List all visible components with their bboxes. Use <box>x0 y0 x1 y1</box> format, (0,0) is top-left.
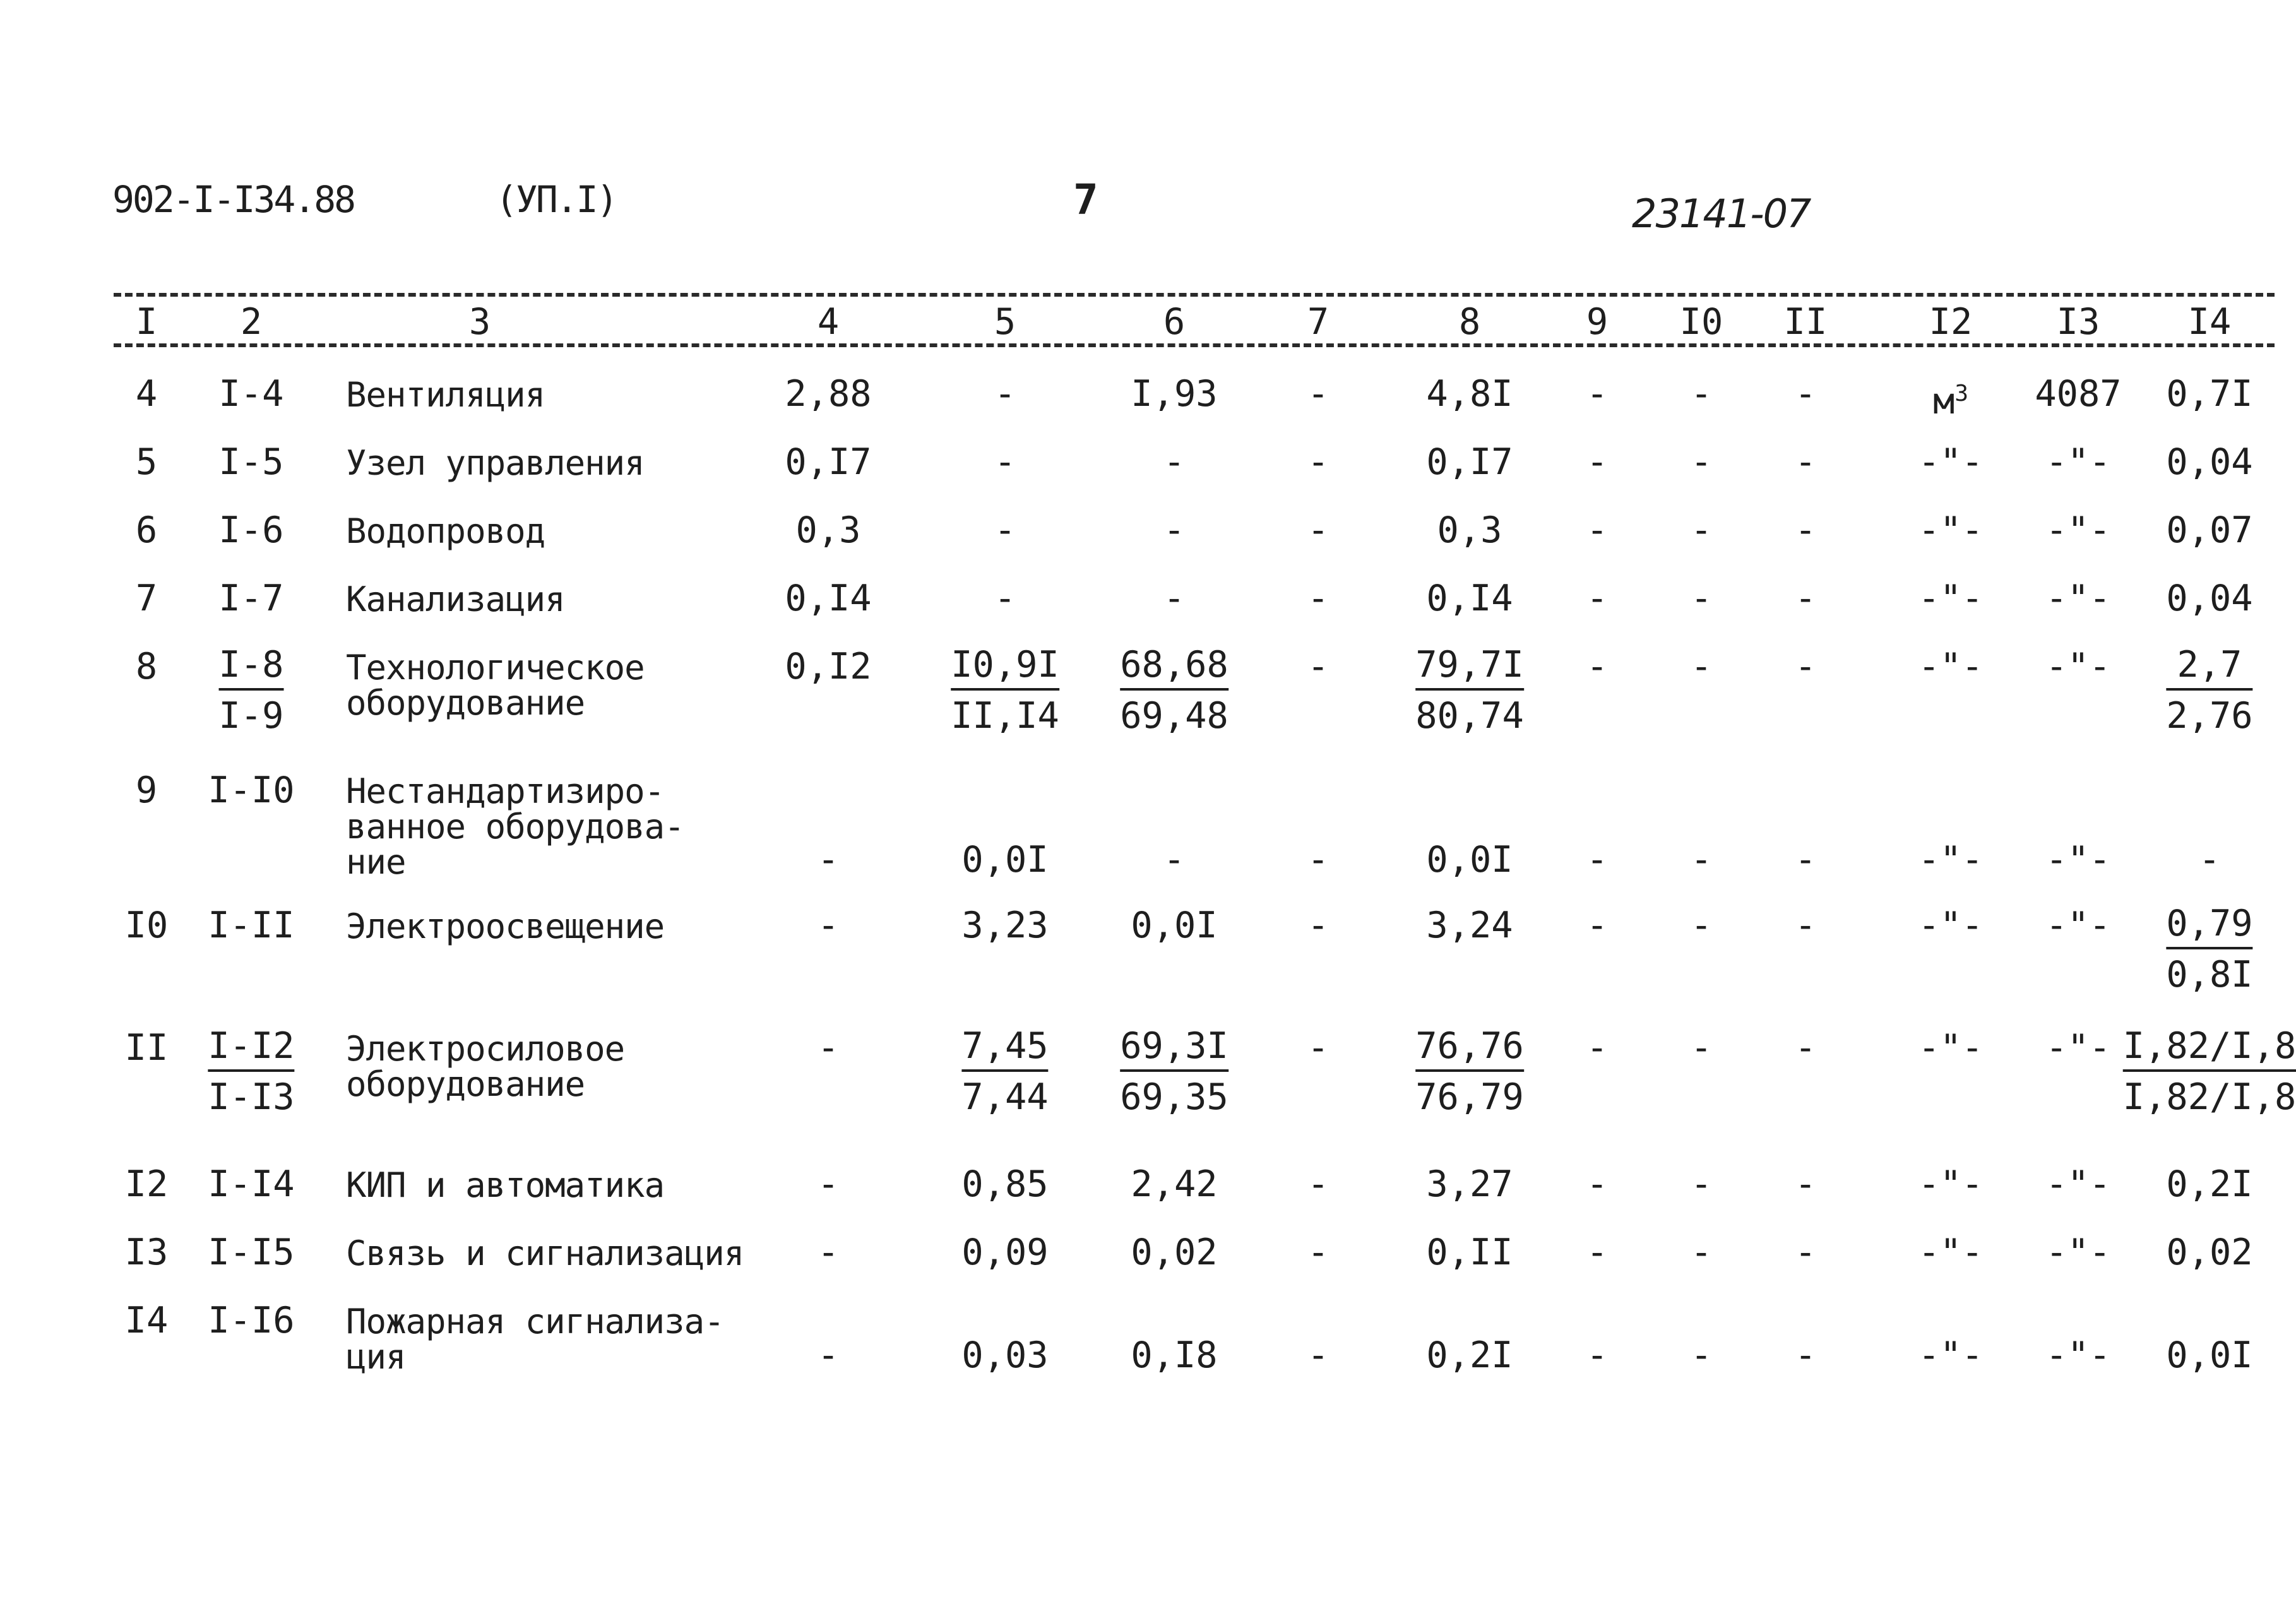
cell-col-8: 0,I7 <box>1426 441 1513 483</box>
cell-col-13: -"- <box>2045 1163 2111 1205</box>
cell-col-5 <box>961 1023 1048 1122</box>
cell-col-13: -"- <box>2045 1027 2111 1069</box>
cell-col-8: 0,I4 <box>1426 578 1513 619</box>
row-code-denominator: I-I3 <box>208 1076 295 1118</box>
cell-col-11: - <box>1794 1163 1817 1205</box>
row-name <box>346 771 684 882</box>
cell-col-6-numerator: 69,3I <box>1120 1023 1228 1072</box>
column-header-7: 7 <box>1307 301 1329 343</box>
cell-col-11: - <box>1794 1027 1817 1069</box>
row-code: I-I4 <box>208 1163 295 1205</box>
cell-col-7: - <box>1307 1163 1329 1205</box>
cell-col-9: - <box>1586 1334 1609 1376</box>
cell-col-6: I,93 <box>1131 373 1218 415</box>
cell-col-6-denominator: 69,35 <box>1120 1076 1228 1118</box>
cell-col-5: - <box>994 441 1016 483</box>
cell-col-7: - <box>1307 839 1329 881</box>
cell-col-4: 2,88 <box>785 373 872 415</box>
cell-col-12: -"- <box>1918 1232 1984 1273</box>
cell-col-6 <box>1120 1023 1228 1122</box>
cell-col-5: 0,09 <box>961 1232 1049 1273</box>
cell-col-12: -"- <box>1918 1027 1984 1069</box>
cell-col-11: - <box>1794 839 1817 881</box>
row-code: I-II <box>208 905 295 946</box>
column-header-8: 8 <box>1458 301 1481 343</box>
column-header-10: I0 <box>1679 301 1723 343</box>
row-name-line: оборудование <box>346 1064 585 1104</box>
column-header-4: 4 <box>817 301 840 343</box>
cell-col-10: - <box>1690 646 1713 687</box>
cell-col-9: - <box>1586 373 1609 415</box>
cell-col-4: - <box>817 1232 840 1273</box>
cell-col-14: 0,07 <box>2166 509 2253 551</box>
row-code: I-I5 <box>208 1232 295 1273</box>
cell-col-10: - <box>1690 1027 1713 1069</box>
cell-col-12: -"- <box>1918 578 1984 619</box>
row-code-numerator: I-8 <box>219 641 284 691</box>
cell-col-8: 0,II <box>1426 1232 1513 1273</box>
cell-col-5-denominator: II,I4 <box>951 695 1059 737</box>
row-name-line: Пожарная сигнализа- <box>346 1302 724 1341</box>
unit-label: м <box>1932 381 1955 422</box>
cell-col-12: -"- <box>1918 646 1984 687</box>
row-name <box>346 443 645 483</box>
row-name-line: ние <box>346 842 406 882</box>
cell-col-11: - <box>1794 905 1817 946</box>
cell-col-7: - <box>1307 1027 1329 1069</box>
cell-col-14 <box>2166 641 2252 741</box>
cell-col-6 <box>1120 641 1228 741</box>
row-number: 4 <box>135 373 158 415</box>
cell-col-14 <box>2166 900 2252 1000</box>
row-name-line: ванное оборудова- <box>346 807 684 847</box>
cell-col-5 <box>951 641 1059 741</box>
cell-col-8: 4,8I <box>1426 373 1513 415</box>
cell-col-9: - <box>1586 839 1609 881</box>
cell-col-4: 0,I4 <box>785 578 872 619</box>
cell-col-14: 0,04 <box>2166 578 2253 619</box>
cell-col-14-numerator: 2,7 <box>2166 641 2252 691</box>
cell-col-13: -"- <box>2045 646 2111 687</box>
row-name-line: Связь и сигнализация <box>346 1233 744 1273</box>
cell-col-14-numerator: I,82/I,8 <box>2123 1023 2296 1072</box>
cell-col-7: - <box>1307 905 1329 946</box>
column-header-1: I <box>135 301 158 343</box>
row-name-line: Канализация <box>346 579 565 619</box>
cell-col-11: - <box>1794 646 1817 687</box>
cell-col-5: 3,23 <box>961 905 1049 946</box>
cell-col-8: 0,0I <box>1426 839 1513 881</box>
cell-col-12: -"- <box>1918 1334 1984 1376</box>
row-name-line: Водопровод <box>346 511 545 551</box>
row-number: 8 <box>135 646 158 687</box>
row-code: I-I0 <box>208 769 295 811</box>
cell-col-4: - <box>817 839 840 881</box>
cell-col-8-denominator: 76,79 <box>1415 1076 1524 1118</box>
cell-col-10: - <box>1690 373 1713 415</box>
row-name <box>346 1165 665 1205</box>
page-number: 7 <box>1073 175 1098 224</box>
cell-col-7: - <box>1307 1232 1329 1273</box>
cell-col-8 <box>1415 1023 1524 1122</box>
row-name <box>346 579 565 619</box>
cell-col-12: -"- <box>1918 509 1984 551</box>
cell-col-12: -"- <box>1918 905 1984 946</box>
row-number: 7 <box>135 578 158 619</box>
cell-col-8: 0,3 <box>1437 509 1502 551</box>
cell-col-6: 0,02 <box>1131 1232 1218 1273</box>
cell-col-6: - <box>1163 441 1186 483</box>
column-header-5: 5 <box>994 301 1016 343</box>
cell-col-12: -"- <box>1918 1163 1984 1205</box>
cell-col-8-numerator: 76,76 <box>1415 1023 1524 1072</box>
row-code <box>208 1023 294 1122</box>
cell-col-5-denominator: 7,44 <box>961 1076 1049 1118</box>
cell-col-14: 0,7I <box>2166 373 2253 415</box>
cell-col-11: - <box>1794 509 1817 551</box>
cell-col-6: - <box>1163 839 1186 881</box>
row-name-line: Узел управления <box>346 443 645 483</box>
cell-col-10: - <box>1690 441 1713 483</box>
cell-col-13: -"- <box>2045 509 2111 551</box>
cell-col-5: 0,03 <box>961 1334 1049 1376</box>
row-number: I4 <box>124 1300 169 1341</box>
document-code: 902-I-I34.88 <box>112 178 355 221</box>
cell-col-9: - <box>1586 1232 1609 1273</box>
cell-col-5-numerator: 7,45 <box>961 1023 1048 1072</box>
cell-col-14: 0,04 <box>2166 441 2253 483</box>
cell-col-10: - <box>1690 1163 1713 1205</box>
cell-col-14-denominator: 0,8I <box>2166 954 2253 995</box>
row-number: I0 <box>124 905 169 946</box>
cell-col-13: -"- <box>2045 905 2111 946</box>
row-code: I-I6 <box>208 1300 295 1341</box>
cell-col-11: - <box>1794 441 1817 483</box>
cell-col-4: - <box>817 1163 840 1205</box>
cell-col-5: 0,0I <box>961 839 1049 881</box>
cell-col-4: 0,3 <box>795 509 861 551</box>
row-code: I-7 <box>218 578 284 619</box>
cell-col-4: 0,I2 <box>785 646 872 687</box>
row-name <box>346 377 545 413</box>
cell-col-6: 0,0I <box>1131 905 1218 946</box>
row-code: I-5 <box>218 441 284 483</box>
cell-col-14 <box>2123 1023 2296 1122</box>
row-name-line: ция <box>346 1337 406 1377</box>
cell-col-5-numerator: I0,9I <box>951 641 1059 691</box>
column-header-12: I2 <box>1929 301 1973 343</box>
row-name <box>346 1031 624 1102</box>
cell-col-13: -"- <box>2045 1334 2111 1376</box>
row-name <box>346 1304 724 1375</box>
cell-col-8-numerator: 79,7I <box>1415 641 1524 691</box>
cell-col-8-denominator: 80,74 <box>1415 695 1524 737</box>
row-name <box>346 650 645 721</box>
cell-col-9: - <box>1586 441 1609 483</box>
cell-col-11: - <box>1794 373 1817 415</box>
cell-col-5: - <box>994 509 1016 551</box>
row-name-line: Нестандартизиро- <box>346 771 665 811</box>
cell-col-7: - <box>1307 441 1329 483</box>
column-header-2: 2 <box>240 301 263 343</box>
cell-col-13: -"- <box>2045 1232 2111 1273</box>
cell-col-4: - <box>817 1027 840 1069</box>
cell-col-4: - <box>817 1334 840 1376</box>
inventory-number: 23141-07 <box>1632 191 1811 237</box>
cell-col-11: - <box>1794 578 1817 619</box>
cell-col-10: - <box>1690 509 1713 551</box>
cell-col-13: -"- <box>2045 839 2111 881</box>
cell-col-6: 2,42 <box>1131 1163 1218 1205</box>
column-header-13: I3 <box>2056 301 2100 343</box>
cell-col-5: - <box>994 578 1016 619</box>
cell-col-7: - <box>1307 646 1329 687</box>
cell-col-4: - <box>817 905 840 946</box>
cell-col-14-numerator: 0,79 <box>2166 900 2252 949</box>
cell-col-10: - <box>1690 578 1713 619</box>
row-code: I-4 <box>218 373 284 415</box>
column-header-3: 3 <box>468 301 491 343</box>
row-number: 5 <box>135 441 158 483</box>
row-code-denominator: I-9 <box>218 695 284 737</box>
cell-col-13: -"- <box>2045 441 2111 483</box>
unit-exponent: 3 <box>1954 381 1969 407</box>
row-name <box>346 1233 744 1273</box>
cell-col-8: 3,24 <box>1426 905 1513 946</box>
row-name-line: Вентиляция <box>346 375 545 415</box>
row-code <box>219 641 284 741</box>
cell-col-9: - <box>1586 1027 1609 1069</box>
cell-col-12: -"- <box>1918 839 1984 881</box>
row-name-line: оборудование <box>346 683 585 723</box>
cell-col-14-denominator: 2,76 <box>2166 695 2253 737</box>
row-number: 9 <box>135 769 158 811</box>
cell-col-9: - <box>1586 509 1609 551</box>
cell-col-10: - <box>1690 1232 1713 1273</box>
cell-col-5: 0,85 <box>961 1163 1049 1205</box>
row-name-line: Электроосвещение <box>346 906 665 946</box>
column-header-14: I4 <box>2187 301 2232 343</box>
cell-col-9: - <box>1586 646 1609 687</box>
cell-col-12: -"- <box>1918 441 1984 483</box>
cell-col-6-numerator: 68,68 <box>1120 641 1228 691</box>
cell-col-10: - <box>1690 905 1713 946</box>
row-number: I3 <box>124 1232 169 1273</box>
row-name <box>346 906 665 946</box>
cell-col-12-unit <box>1933 369 1968 427</box>
cell-col-6-denominator: 69,48 <box>1120 695 1228 737</box>
cell-col-14-denominator: I,82/I,8 <box>2122 1076 2296 1118</box>
cell-col-13: -"- <box>2045 578 2111 619</box>
cell-col-10: - <box>1690 1334 1713 1376</box>
cell-col-4: 0,I7 <box>785 441 872 483</box>
sheet-reference: (УП.I) <box>496 178 617 221</box>
cell-col-7: - <box>1307 578 1329 619</box>
column-header-9: 9 <box>1586 301 1609 343</box>
cell-col-8: 0,2I <box>1426 1334 1513 1376</box>
cell-col-14: 0,0I <box>2166 1334 2253 1376</box>
cell-col-9: - <box>1586 578 1609 619</box>
cell-col-8: 3,27 <box>1426 1163 1513 1205</box>
cell-col-6: - <box>1163 509 1186 551</box>
cell-col-8 <box>1415 641 1524 741</box>
cell-col-11: - <box>1794 1232 1817 1273</box>
cell-col-6: 0,I8 <box>1131 1334 1218 1376</box>
cell-col-6: - <box>1163 578 1186 619</box>
row-name-line: КИП и автоматика <box>346 1165 665 1205</box>
cell-col-9: - <box>1586 905 1609 946</box>
row-name-line: Электросиловое <box>346 1029 625 1069</box>
cell-col-5: - <box>994 373 1016 415</box>
row-name-line: Технологическое <box>346 648 645 687</box>
cell-col-11: - <box>1794 1334 1817 1376</box>
row-number: I2 <box>124 1163 169 1205</box>
row-code: I-6 <box>218 509 284 551</box>
column-header-11: II <box>1783 301 1828 343</box>
row-number: 6 <box>135 509 158 551</box>
cell-col-7: - <box>1307 509 1329 551</box>
column-header-6: 6 <box>1163 301 1186 343</box>
cell-col-7: - <box>1307 373 1329 415</box>
cell-col-9: - <box>1586 1163 1609 1205</box>
cell-col-14: 0,2I <box>2166 1163 2253 1205</box>
cell-col-10: - <box>1690 839 1713 881</box>
row-code-numerator: I-I2 <box>208 1023 294 1072</box>
cell-col-14: 0,02 <box>2166 1232 2253 1273</box>
row-number: II <box>124 1027 169 1069</box>
cell-col-7: - <box>1307 1334 1329 1376</box>
cell-col-14: - <box>2198 839 2221 881</box>
cell-col-13: 4087 <box>2035 373 2122 415</box>
row-name <box>346 511 545 551</box>
